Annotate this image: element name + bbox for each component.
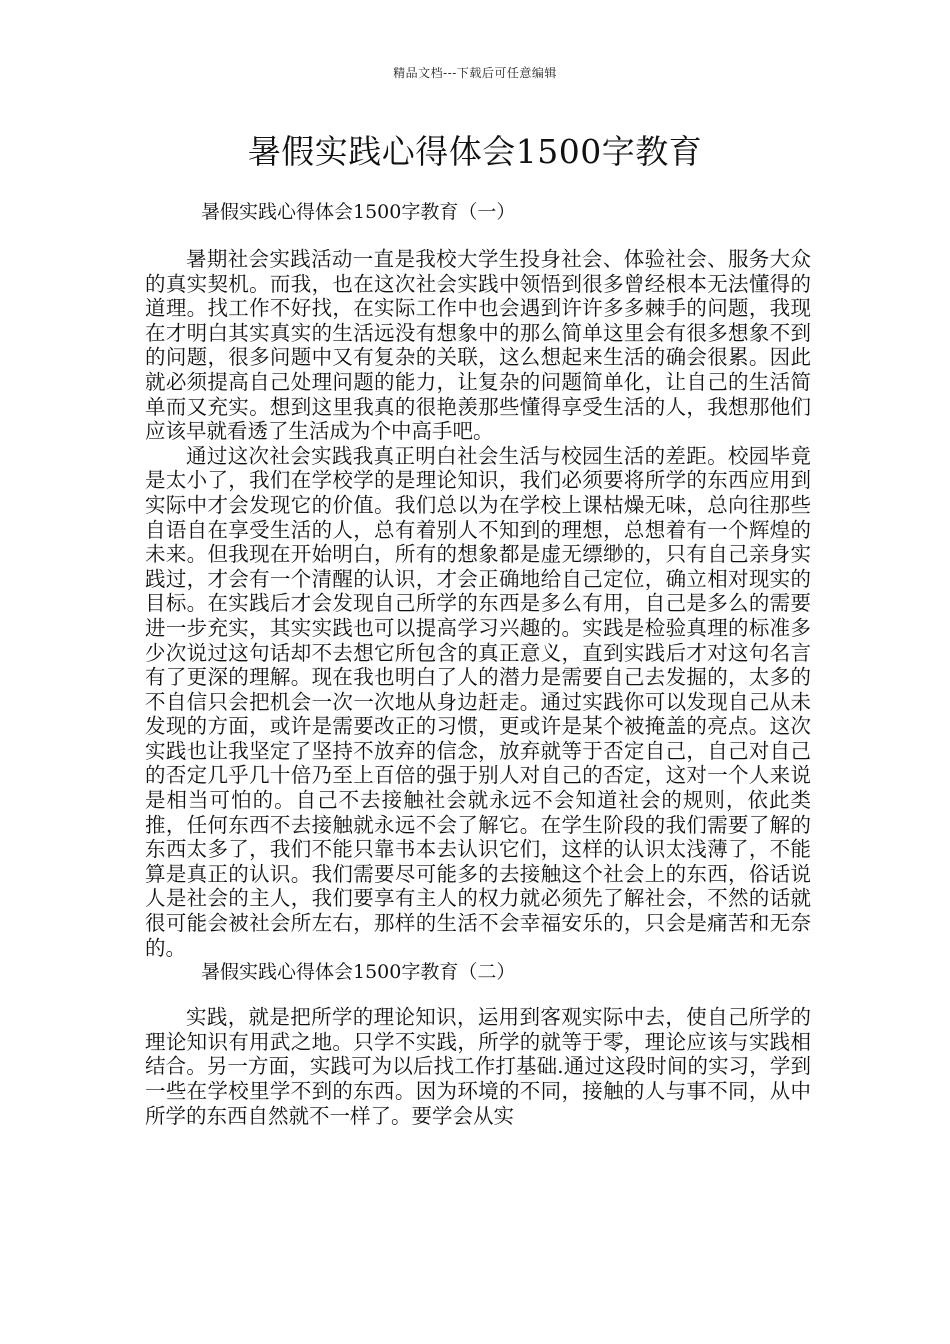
section-heading-1: 暑假实践心得体会1500字教育（一） <box>201 201 516 223</box>
paragraph-3: 实践，就是把所学的理论知识，运用到客观实际中去，使自己所学的理论知识有用武之地。只学不实践，所学的就等于零，理论应该与实践相结合。另一方面，实践可为以后找工作打基础.通过这段时间的实习，学到一些在学校里学不到的东西。因为环境的不同，接触的人与事不同，从中所学的东西自然就不一样了。要学会从实 <box>145 1005 811 1128</box>
paragraph-1: 暑期社会实践活动一直是我校大学生投身社会、体验社会、服务大众的真实契机。而我，也在这次社会实践中领悟到很多曾经根本无法懂得的道理。找工作不好找，在实际工作中也会遇到许许多多棘手的问题，我现在才明白其实真实的生活远没有想象中的那么简单这里会有很多想象不到的问题，很多问题中又有复杂的关联，这么想起来生活的确会很累。因此就必须提高自己处理问题的能力，让复杂的问题简单化，让自己的生活简单而又充实。想到这里我真的很艳羡那些懂得享受生活的人，我想那他们应该早就看透了生活成为个中高手吧。 <box>145 247 811 444</box>
paragraph-2: 通过这次社会实践我真正明白社会生活与校园生活的差距。校园毕竟是太小了，我们在学校学的是理论知识，我们必须要将所学的东西应用到实际中才会发现它的价值。我们总以为在学校上课枯燥无味，总向往那些自语自在享受生活的人，总有着别人不知到的理想，总想着有一个辉煌的未来。但我现在开始明白，所有的想象都是虚无缥缈的，只有自己亲身实践过，才会有一个清醒的认识，才会正确地给自己定位，确立相对现实的目标。在实践后才会发现自己所学的东西是多么有用，自己是多么的需要进一步充实，其实实践也可以提高学习兴趣的。实践是检验真理的标准多少次说过这句话却不去想它所包含的真正意义，直到实践后才对这句名言有了更深的理解。现在我也明白了人的潜力是需要自己去发掘的，太多的不自信只会把机会一次一次地从身边赶走。通过实践你可以发现自己从未发现的方面，或许是需要改正的习惯，更或许是某个被掩盖的亮点。这次实践也让我坚定了坚持不放弃的信念，放弃就等于否定自己，自己对自己的否定几乎几十倍乃至上百倍的强于别人对自己的否定，这对一个人来说是相当可怕的。自己不去接触社会就永远不会知道社会的规则，依此类推，任何东西不去接触就永远不会了解它。在学生阶段的我们需要了解的东西太多了，我们不能只靠书本去认识它们，这样的认识太浅薄了，不能算是真正的认识。我们需要尽可能多的去接触这个社会上的东西，俗话说人是社会的主人，我们要享有主人的权力就必须先了解社会，不然的话就很可能会被社会所左右，那样的生活不会幸福安乐的，只会是痛苦和无奈的。 <box>145 443 811 960</box>
document-body <box>145 200 811 1128</box>
section-heading-2: 暑假实践心得体会1500字教育（二） <box>201 961 516 984</box>
document-title: 暑假实践心得体会1500字教育 <box>247 132 703 171</box>
header-note: 精品文档---下载后可任意编辑 <box>393 66 557 80</box>
